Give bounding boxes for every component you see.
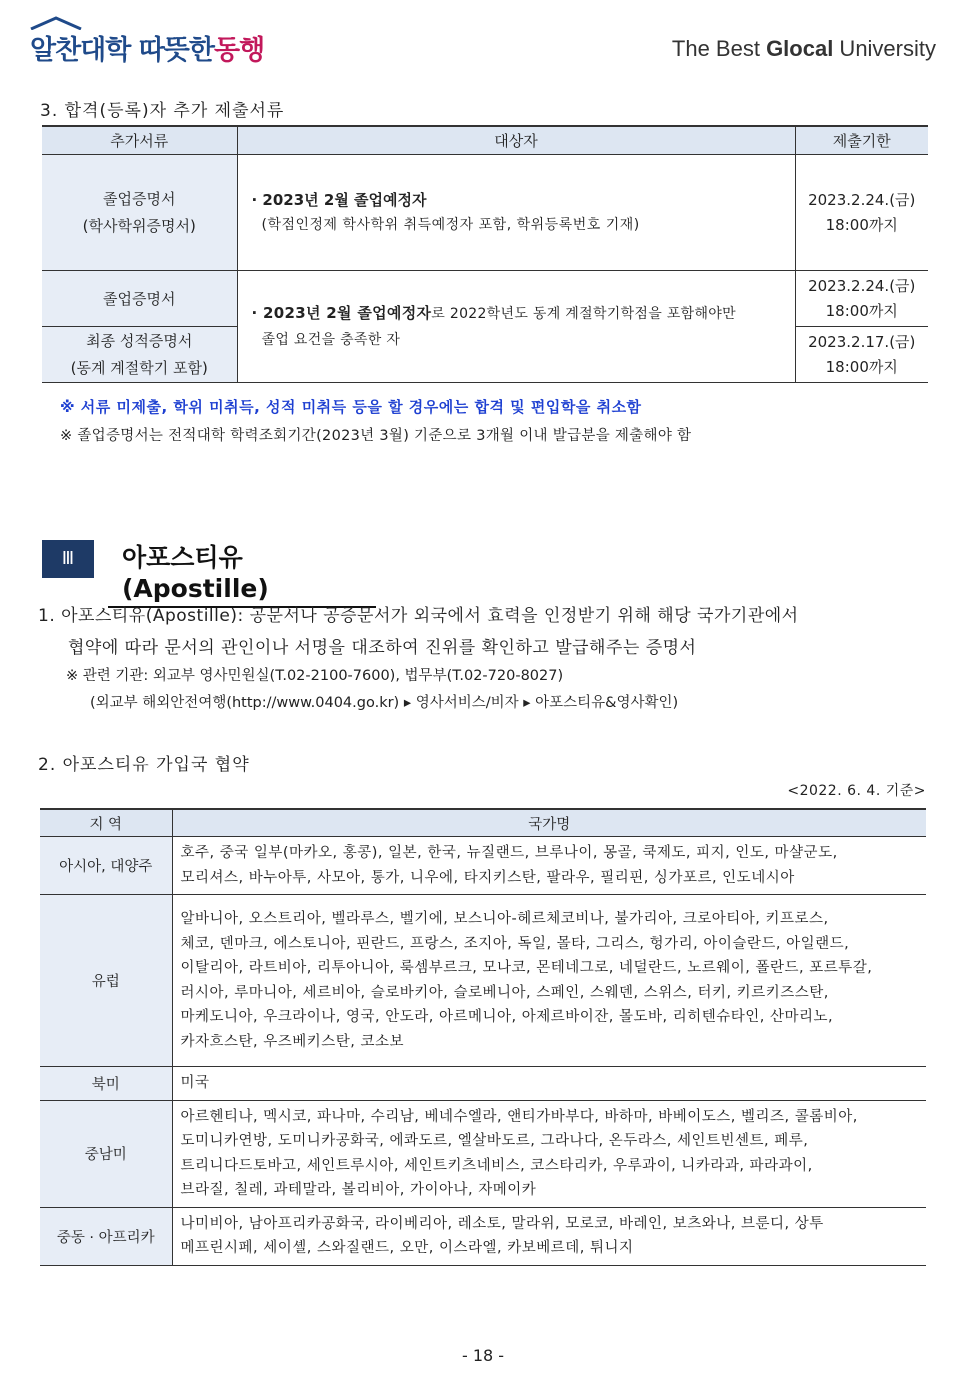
document-cell: 졸업증명서 (42, 271, 237, 327)
additional-documents-table (42, 125, 928, 383)
table-row (40, 837, 926, 895)
deadline-cell: 2023.2.24.(금) 18:00까지 (795, 271, 928, 327)
target-cell: · 2023년 2월 졸업예정자 (학점인정제 학사학위 취득예정자 포함, 학위등록번호 기재) (237, 155, 795, 271)
section-title-additional-docs: 3. 합격(등록)자 추가 제출서류 (40, 101, 285, 121)
region-cell: 아시아, 대양주 (40, 837, 172, 895)
column-header: 국가명 (172, 809, 926, 837)
document-cell: 최종 성적증명서 (동계 계절학기 포함) (42, 327, 237, 383)
countries-cell: 호주, 중국 일부(마카오, 홍콩), 일본, 한국, 뉴질랜드, 브루나이, 몽골, 쿡제도, 피지, 인도, 마샬군도, 모리셔스, 바누아투, 사모아, 통가, 니우에, 타지키스탄, 팔라우, 필리핀, 싱가포르, 인도네시아 (172, 837, 926, 895)
apostille-definition: 1. 아포스티유(Apostille): 공문서나 공증문서가 외국에서 효력을 인정받기 위해 해당 국가기관에서 협약에 따라 문서의 관인이나 서명을 대조하여 진위를 확인하고 발급해주는 증명서 (38, 606, 799, 658)
university-tagline: The Best Glocal University (671, 36, 936, 61)
page-number: - 18 - (461, 1346, 505, 1365)
column-header: 지 역 (40, 809, 172, 837)
countries-cell: 알바니아, 오스트리아, 벨라루스, 벨기에, 보스니아-헤르체코비나, 불가리아, 크로아티아, 키프로스, 체코, 덴마크, 에스토니아, 핀란드, 프랑스, 조지아, 독일, 몰타, 그리스, 헝가리, 아이슬란드, 아일랜드, 이탈리아, 라트비아, 리투아니아, 룩셈부르크, 모나코, 몬테네그로, 네덜란드, 노르웨이, 폴란드, 포르투갈, 러시아, 루마니아, 세르비아, 슬로바키아, 슬로베니아, 스페인, 스웨덴, 스위스, 터키, 키르키즈스탄, 마케도니아, 우크라이나, 영국, 안도라, 아르메니아, 아제르바이잔, 몰도바, 리히텐슈타인, 산마리노, 카자흐스탄, 우즈베키스탄, 코소보 (172, 895, 926, 1067)
region-cell: 중남미 (40, 1100, 172, 1207)
countries-cell: 미국 (172, 1067, 926, 1101)
region-cell: 북미 (40, 1067, 172, 1101)
table-row (40, 895, 926, 1067)
countries-cell: 나미비아, 남아프리카공화국, 라이베리아, 레소토, 말라위, 모로코, 바레인, 보츠와나, 브룬디, 상투 메프린시페, 세이셸, 스와질랜드, 오만, 이스라엘, 카보베르데, 튀니지 (172, 1207, 926, 1265)
section-title-apostille: 아포스티유(Apostille) (108, 538, 376, 608)
section-title-member-countries: 2. 아포스티유 가입국 협약 (38, 755, 250, 775)
table-row (42, 271, 928, 327)
logo-text-blue: 알찬대학 따뜻한 (30, 35, 214, 66)
deadline-cell: 2023.2.24.(금) 18:00까지 (795, 155, 928, 271)
section-number-badge: Ⅲ (42, 540, 94, 578)
logo-text-pink: 동행 (213, 35, 265, 66)
table-header-row (42, 126, 928, 155)
logo-roof-icon (28, 16, 84, 30)
table-header-row (40, 809, 926, 837)
deadline-cell: 2023.2.17.(금) 18:00까지 (795, 327, 928, 383)
region-cell: 유럽 (40, 895, 172, 1067)
column-header: 대상자 (237, 126, 795, 155)
basis-date: <2022. 6. 4. 기준> (787, 783, 926, 799)
column-header: 추가서류 (42, 126, 237, 155)
column-header: 제출기한 (795, 126, 928, 155)
warning-note: ※ 서류 미제출, 학위 미취득, 성적 미취득 등을 할 경우에는 합격 및 편입학을 취소함 (60, 398, 642, 416)
region-cell: 중동 · 아프리카 (40, 1207, 172, 1265)
table-row (40, 1067, 926, 1101)
countries-cell: 아르헨티나, 멕시코, 파나마, 수리남, 베네수엘라, 앤티가바부다, 바하마, 바베이도스, 벨리즈, 콜롬비아, 도미니카연방, 도미니카공화국, 에콰도르, 엘살바도르, 그라나다, 온두라스, 세인트빈센트, 페루, 트리니다드토바고, 세인트루시아, 세인트키츠네비스, 코스타리카, 우루과이, 니카라과, 파라과이, 브라질, 칠레, 과테말라, 볼리비아, 가이아나, 자메이카 (172, 1100, 926, 1207)
university-logo (30, 28, 264, 67)
table-row (42, 155, 928, 271)
apostille-countries-table (40, 808, 926, 1266)
document-cell: 졸업증명서 (학사학위증명서) (42, 155, 237, 271)
table-row (40, 1207, 926, 1265)
table-row (40, 1100, 926, 1207)
related-agencies: ※ 관련 기관: 외교부 영사민원실(T.02-2100-7600), 법무부(T.02-720-8027) (외교부 해외안전여행(http://www.0404.go.kr) ▸ 영사서비스/비자 ▸ 아포스티유&영사확인) (66, 668, 679, 711)
graduation-cert-note: ※ 졸업증명서는 전적대학 학력조회기간(2023년 3월) 기준으로 3개월 이내 발급분을 제출해야 함 (60, 428, 692, 444)
target-cell: · 2023년 2월 졸업예정자로 2022학년도 동계 계절학기학점을 포함해야만 졸업 요건을 충족한 자 (237, 271, 795, 383)
